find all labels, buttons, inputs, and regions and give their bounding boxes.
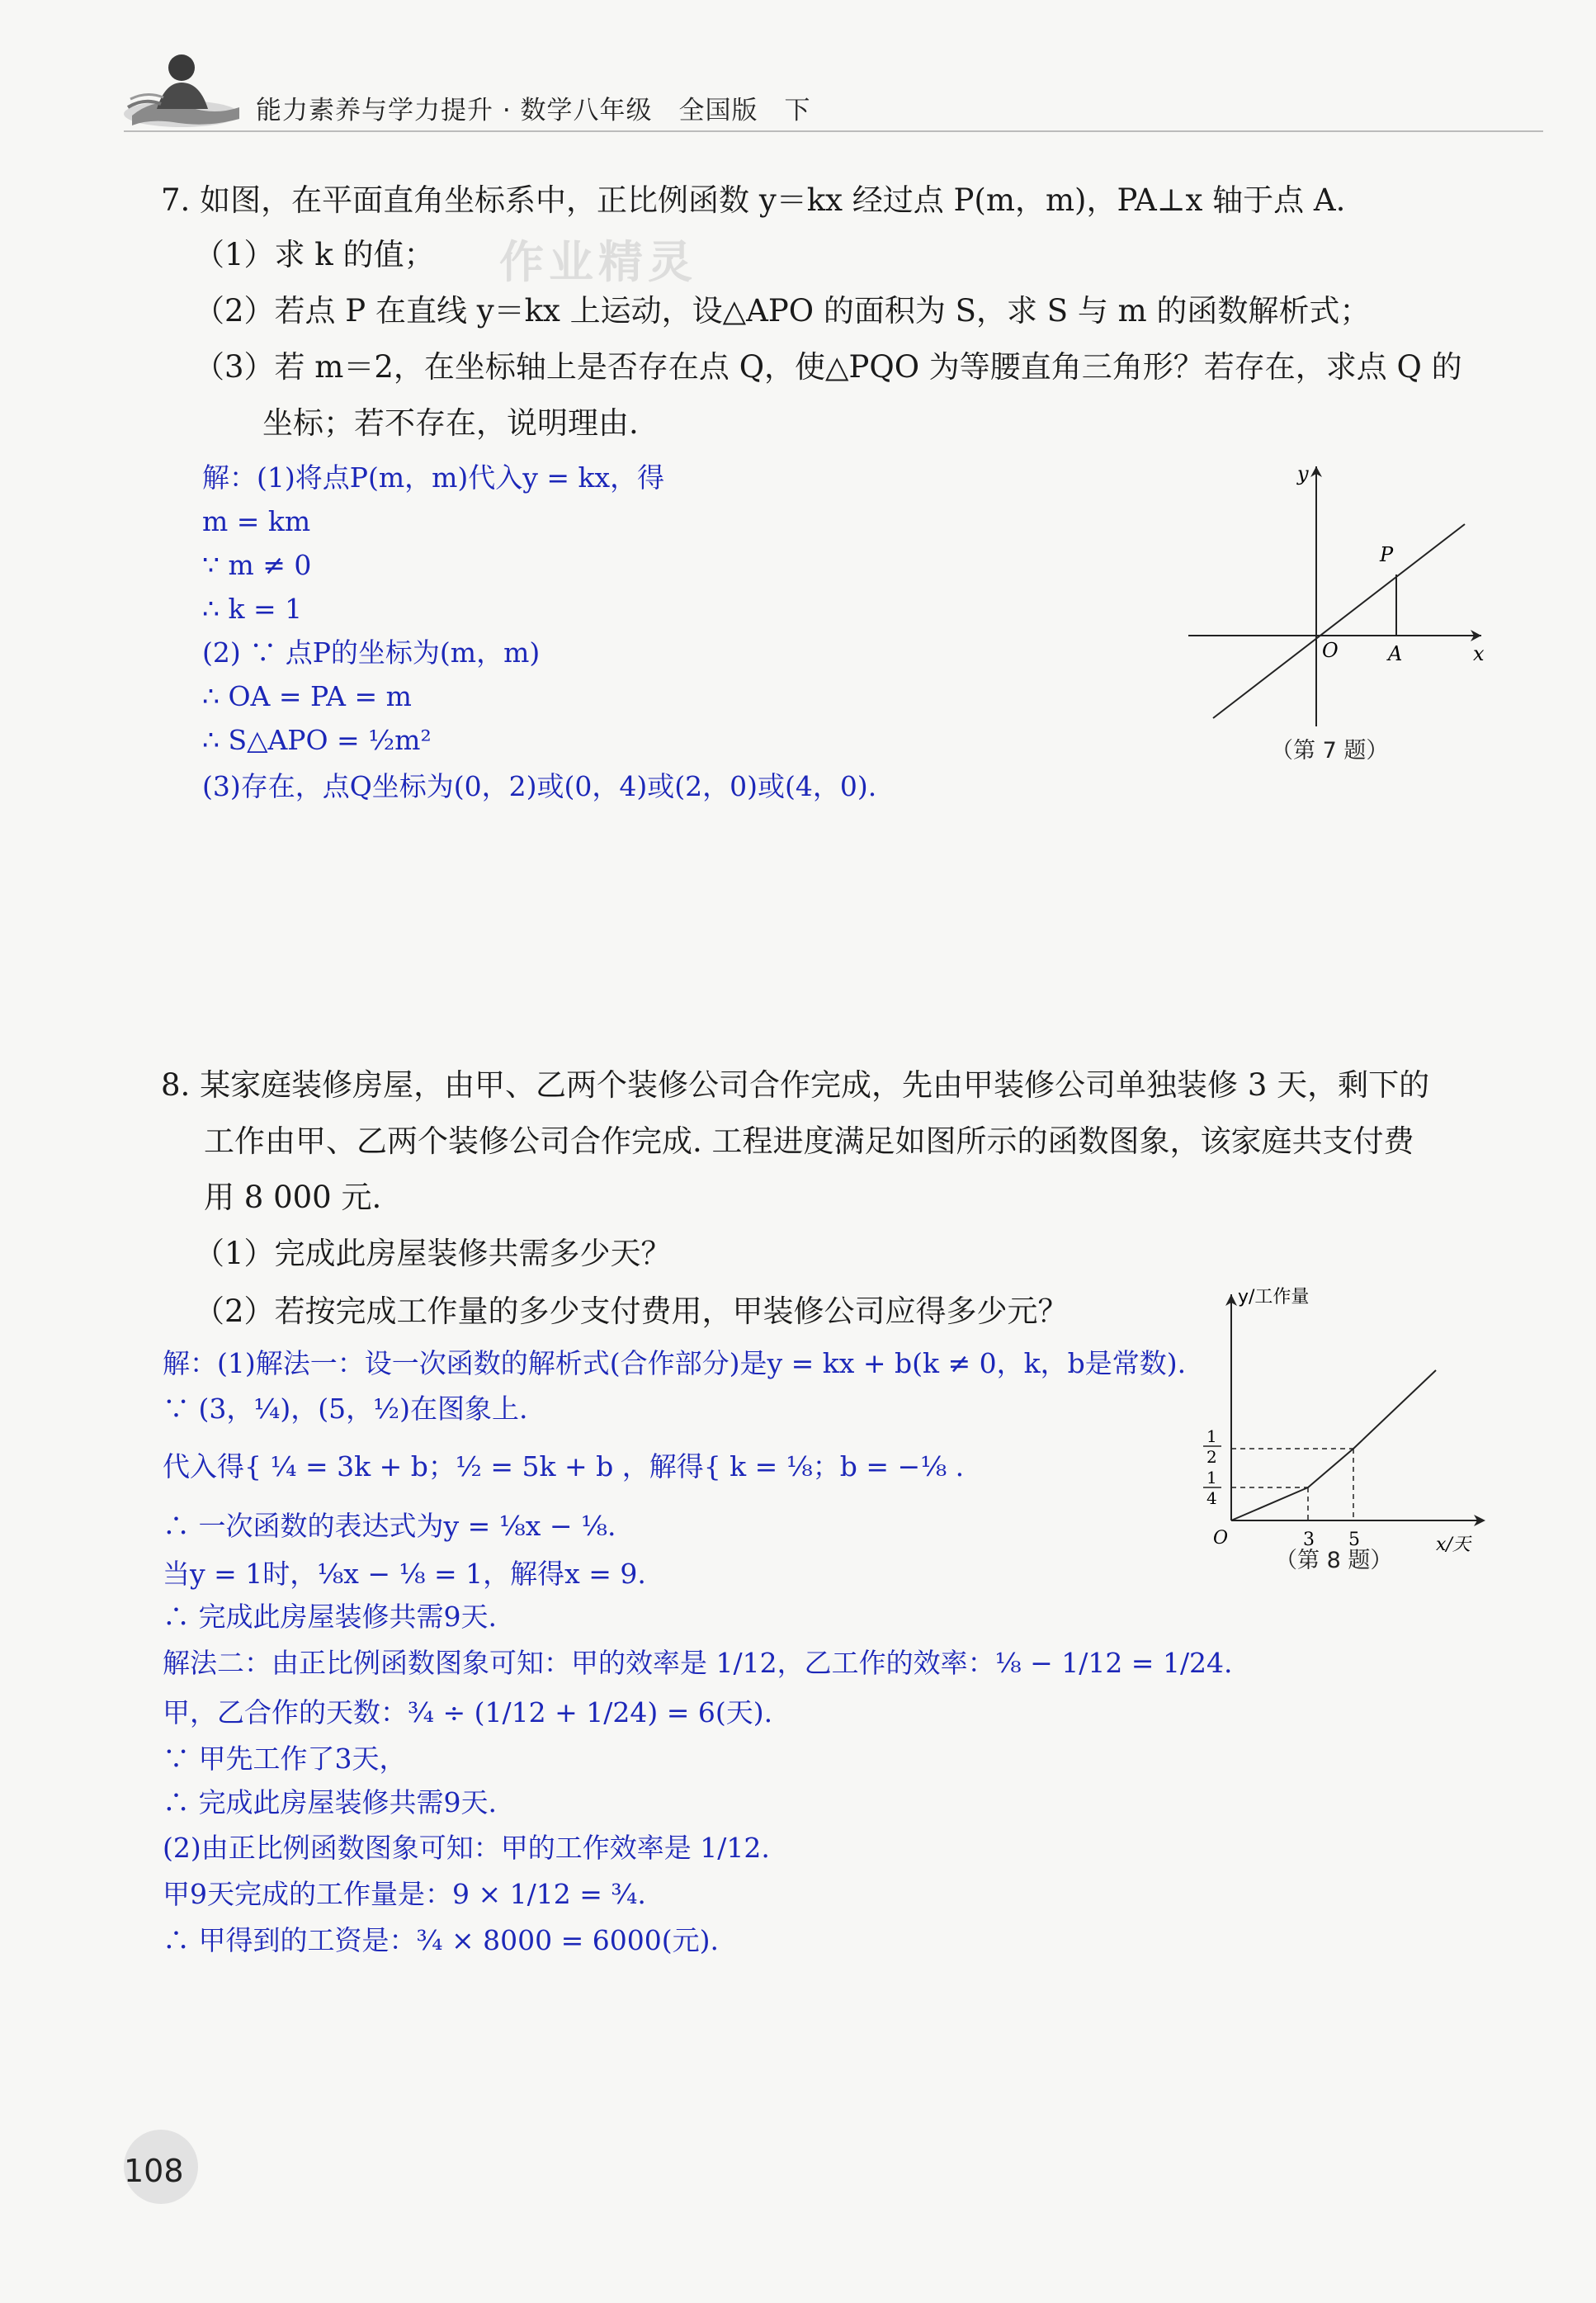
problem8-stem-line3: 用 8 000 元. <box>204 1180 382 1215</box>
problem7-q3-line2: 坐标；若不存在，说明理由. <box>262 405 639 441</box>
header-title: 能力素养与学力提升 · 数学八年级 全国版 下 <box>256 96 811 125</box>
problem8-solution-line: ∵ (3，¼)，(5，½)在图象上. <box>163 1393 528 1425</box>
problem7-solution-line: ∴ S△APO = ½m² <box>202 724 432 756</box>
problem7-solution-line: (2) ∵ 点P的坐标为(m，m) <box>202 636 541 669</box>
figure8-x-tick: 3 <box>1303 1530 1315 1550</box>
problem7-q2: （2）若点 P 在直线 y＝kx 上运动，设△APO 的面积为 S，求 S 与 m 的函数解析式； <box>194 293 1371 329</box>
problem8-solution-line: ∴ 完成此房屋装修共需9天. <box>163 1786 497 1818</box>
problem7-solution-line: ∴ k = 1 <box>202 593 303 625</box>
problem8-solution-line: 甲9天完成的工作量是：9 × 1/12 = ¾. <box>163 1878 646 1910</box>
problem7-stem: 7. 如图，在平面直角坐标系中，正比例函数 y＝kx 经过点 P(m，m)，PA⊥x 轴于点 A. <box>161 182 1346 218</box>
problem7-solution-line: ∵ m ≠ 0 <box>202 549 312 581</box>
problem7-q1: （1）求 k 的值； <box>194 237 435 272</box>
figure8-y-tick-half <box>1203 1426 1221 1467</box>
figure-8 <box>1188 1287 1502 1555</box>
problem8-solution-line: 代入得{ ¼ = 3k + b；½ = 5k + b ，解得{ k = ⅛；b = −⅛ . <box>163 1450 965 1483</box>
figure8-x-label: x/天 <box>1436 1535 1471 1555</box>
problem7-solution-line: ∴ OA = PA = m <box>202 680 412 712</box>
problem8-solution-line: ∵ 甲先工作了3天， <box>163 1743 407 1775</box>
problem8-solution-line: 甲，乙合作的天数：¾ ÷ (1/12 + 1/24) = 6(天). <box>163 1696 773 1728</box>
svg-text:1: 1 <box>1206 1426 1217 1446</box>
watermark: 作业精灵 <box>499 236 697 288</box>
problem8-solution-line: 当y = 1时，⅛x − ⅛ = 1，解得x = 9. <box>163 1558 646 1590</box>
figure8-y-tick-quarter <box>1203 1468 1221 1508</box>
header-rule <box>124 130 1543 132</box>
figure7-a-label: A <box>1388 642 1403 665</box>
svg-text:2: 2 <box>1206 1447 1217 1467</box>
figure7-p-label: P <box>1380 543 1394 566</box>
svg-text:1: 1 <box>1206 1468 1217 1487</box>
figure7-caption: （第 7 题） <box>1271 738 1389 764</box>
problem8-stem-line2: 工作由甲、乙两个装修公司合作完成. 工程进度满足如图所示的函数图象，该家庭共支付费 <box>204 1123 1414 1159</box>
page-number: 108 <box>124 2153 184 2189</box>
figure8-caption: （第 8 题） <box>1275 1548 1393 1573</box>
problem7-solution-line: m = km <box>202 505 311 537</box>
problem7-solution-line: (3)存在，点Q坐标为(0，2)或(0，4)或(2，0)或(4，0). <box>202 770 877 802</box>
figure8-x-tick: 5 <box>1348 1530 1360 1550</box>
figure8-origin-label: O <box>1213 1528 1229 1549</box>
problem8-stem-line1: 8. 某家庭装修房屋，由甲、乙两个装修公司合作完成，先由甲装修公司单独装修 3 天，剩下的 <box>161 1067 1430 1103</box>
problem8-solution-line: 解法二：由正比例函数图象可知：甲的效率是 1/12，乙工作的效率：⅛ − 1/12 = 1/24. <box>163 1647 1233 1679</box>
figure8-y-label: y/工作量 <box>1238 1287 1310 1308</box>
svg-text:4: 4 <box>1206 1488 1217 1508</box>
figure7-y-label: y <box>1297 462 1309 485</box>
problem8-solution-line: ∴ 完成此房屋装修共需9天. <box>163 1601 497 1633</box>
problem8-solution-line: ∴ 甲得到的工资是：¾ × 8000 = 6000(元). <box>163 1924 719 1956</box>
problem8-q1: （1）完成此房屋装修共需多少天？ <box>194 1236 672 1271</box>
header-logo <box>124 50 248 132</box>
problem8-solution-line: ∴ 一次函数的表达式为y = ⅛x − ⅛. <box>163 1510 616 1542</box>
problem8-solution-line: 解：(1)解法一：设一次函数的解析式(合作部分)是y = kx + b(k ≠ 0，k，b是常数). <box>163 1347 1187 1379</box>
figure7-o-label: O <box>1322 639 1339 662</box>
figure7-x-label: x <box>1473 642 1485 665</box>
problem7-q3-line1: （3）若 m＝2，在坐标轴上是否存在点 Q，使△PQO 为等腰直角三角形？若存在，求点 Q 的 <box>194 349 1462 385</box>
problem8-solution-line: (2)由正比例函数图象可知：甲的工作效率是 1/12. <box>163 1832 770 1864</box>
problem8-q2: （2）若按完成工作量的多少支付费用，甲装修公司应得多少元？ <box>194 1293 1069 1329</box>
problem7-solution-line: 解：(1)将点P(m，m)代入y = kx，得 <box>202 461 665 494</box>
figure-7 <box>1180 454 1494 726</box>
